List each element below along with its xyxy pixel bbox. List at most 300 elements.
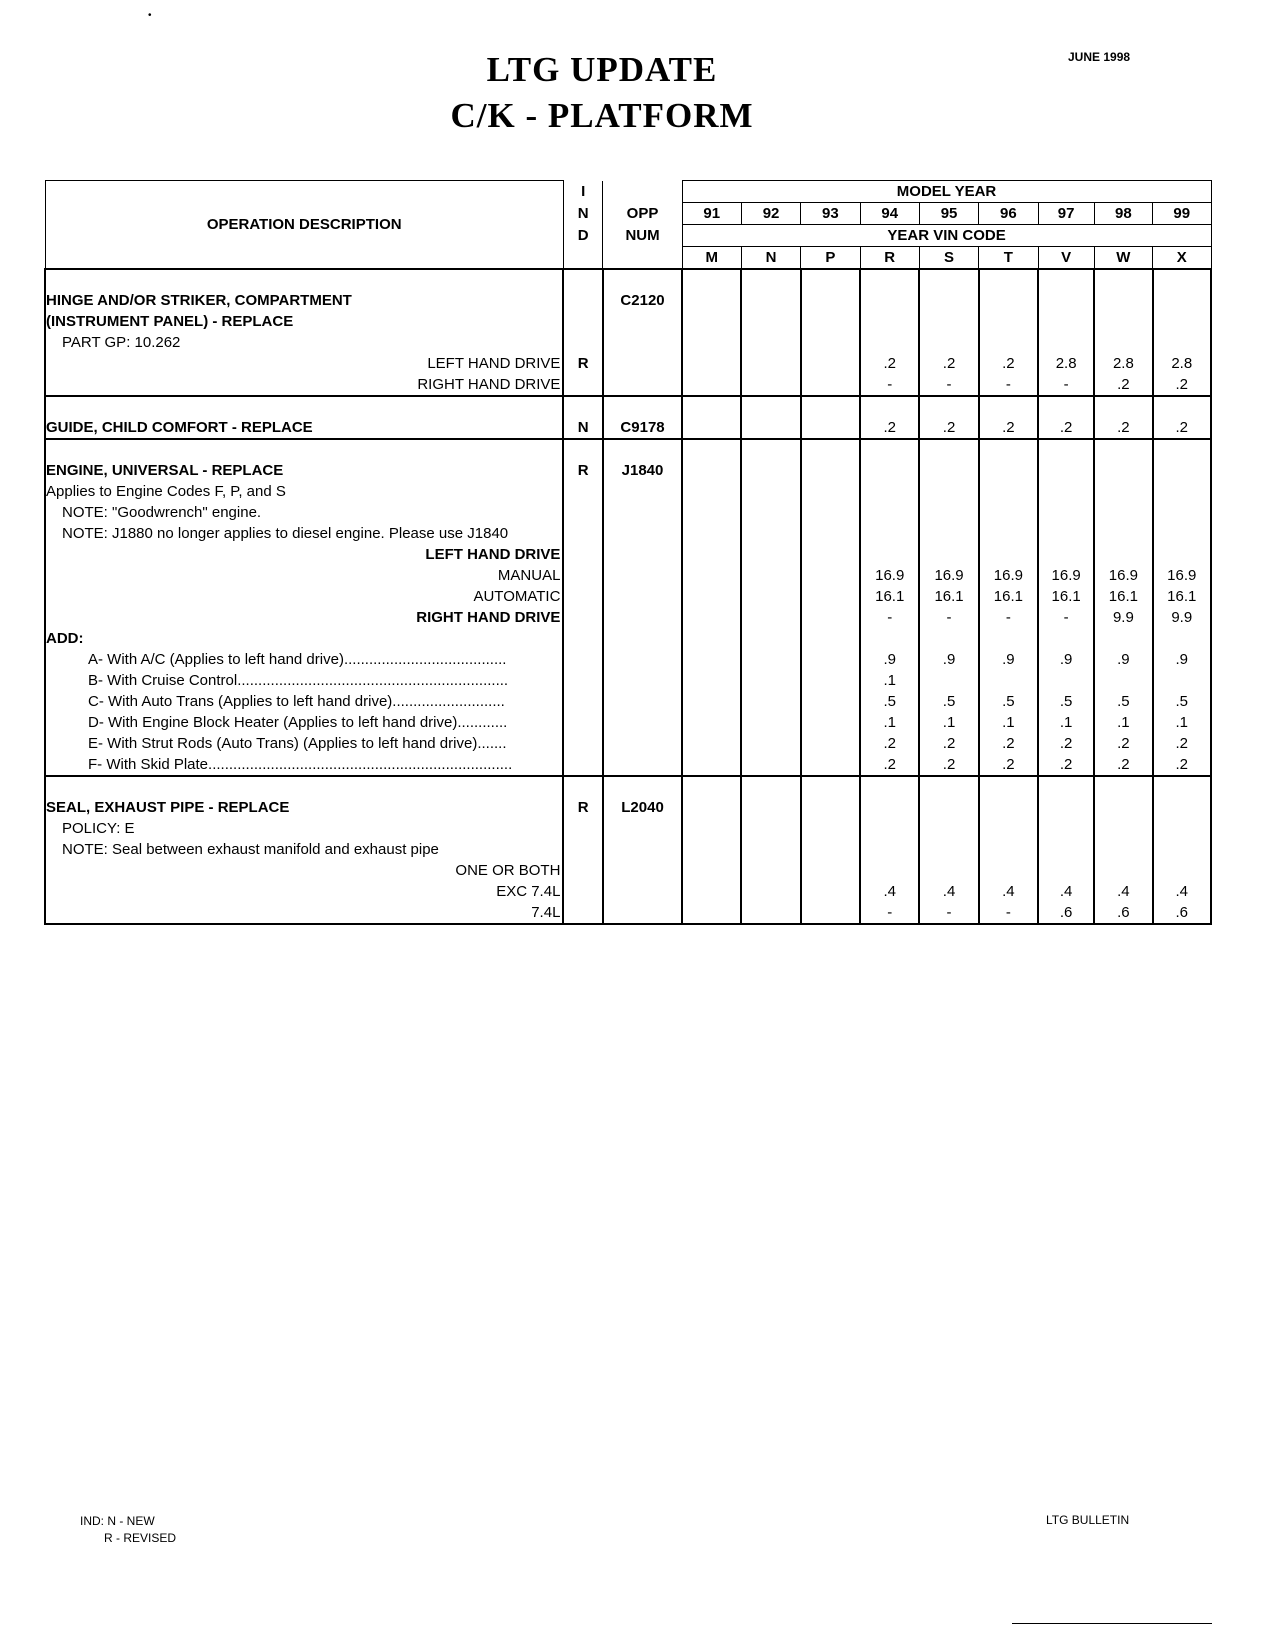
labor-time-value — [802, 670, 859, 691]
labor-time-value — [683, 670, 740, 691]
labor-time-value — [1039, 460, 1093, 481]
labor-time-value — [802, 628, 859, 649]
labor-time-value — [683, 374, 740, 395]
labor-time-value — [980, 523, 1037, 544]
labor-time-value: .4 — [1117, 883, 1130, 900]
description-line: RIGHT HAND DRIVE — [416, 609, 561, 626]
ind-legend-revised: R - REVISED — [104, 1531, 177, 1545]
labor-time-value — [1154, 860, 1210, 881]
labor-time-cell — [1038, 439, 1094, 776]
labor-time-value: 16.9 — [1108, 567, 1138, 584]
year-97: 97 — [1038, 203, 1094, 225]
labor-time-value: .6 — [1175, 904, 1189, 921]
labor-time-value — [683, 332, 740, 353]
opp-num-cell — [603, 439, 682, 776]
table-row — [45, 396, 1211, 439]
labor-time-value: .2 — [883, 756, 896, 773]
labor-time-value — [861, 544, 918, 565]
labor-time-value — [1039, 797, 1093, 818]
labor-time-value — [980, 290, 1037, 311]
labor-time-value — [920, 460, 977, 481]
labor-time-cell — [801, 396, 860, 439]
labor-time-value: .5 — [1059, 693, 1073, 710]
labor-time-value — [920, 481, 977, 502]
labor-time-value — [1039, 628, 1093, 649]
labor-time-value: .2 — [883, 419, 896, 436]
ind-cell — [563, 396, 603, 439]
labor-time-value: 9.9 — [1171, 609, 1193, 626]
labor-time-value — [920, 628, 977, 649]
labor-time-value — [1095, 818, 1151, 839]
labor-time-cell — [860, 396, 919, 439]
labor-time-value — [1154, 460, 1210, 481]
labor-time-cell — [1153, 269, 1211, 396]
labor-time-value — [1095, 481, 1151, 502]
col-ind-2: N — [563, 203, 603, 225]
labor-time-value: 16.1 — [1051, 588, 1081, 605]
labor-time-value: - — [1063, 609, 1069, 626]
labor-time-value: .6 — [1059, 904, 1073, 921]
labor-time-value — [920, 860, 977, 881]
page-title-line2: C/K - PLATFORM — [450, 96, 754, 135]
labor-time-value — [742, 353, 799, 374]
labor-time-value — [1095, 670, 1151, 691]
labor-time-value: .2 — [942, 419, 956, 436]
labor-time-value: .9 — [942, 651, 956, 668]
labor-time-value: .2 — [1059, 419, 1073, 436]
description-line: NOTE: J1880 no longer applies to diesel engine. Please use J1840 — [62, 525, 509, 542]
labor-time-value — [742, 818, 799, 839]
labor-time-value — [980, 311, 1037, 332]
labor-time-value — [802, 565, 859, 586]
labor-time-value — [920, 290, 977, 311]
ind-legend — [80, 1513, 176, 1547]
labor-time-value: .2 — [1002, 355, 1015, 372]
labor-time-value — [1154, 839, 1210, 860]
vin-x: X — [1153, 247, 1211, 270]
description-line: POLICY: E — [62, 820, 135, 837]
labor-time-value — [861, 502, 918, 523]
labor-time-value — [683, 353, 740, 374]
ind-value: R — [577, 799, 589, 816]
labor-time-value: .5 — [1117, 693, 1130, 710]
labor-time-value — [742, 481, 799, 502]
labor-time-cell — [919, 776, 978, 924]
vin-p: P — [801, 247, 860, 270]
labor-time-value: .2 — [1117, 376, 1130, 393]
col-ind-blank — [563, 247, 603, 270]
ind-cell — [563, 269, 603, 396]
page-title-line1: LTG UPDATE — [486, 50, 718, 89]
labor-time-value — [1095, 460, 1151, 481]
vin-w: W — [1094, 247, 1152, 270]
description-line: NOTE: "Goodwrench" engine. — [62, 504, 262, 521]
labor-time-value — [802, 860, 859, 881]
ind-value — [564, 607, 602, 628]
labor-time-value — [802, 586, 859, 607]
labor-time-value — [861, 311, 918, 332]
ind-value — [564, 881, 602, 902]
vin-r: R — [860, 247, 919, 270]
labor-time-value — [802, 839, 859, 860]
table-row — [45, 269, 1211, 396]
labor-time-value — [683, 797, 740, 818]
opp-num-cell — [603, 776, 682, 924]
operation-description-cell — [45, 269, 563, 396]
labor-time-value — [1154, 818, 1210, 839]
labor-time-value: .9 — [1117, 651, 1130, 668]
labor-time-value — [742, 607, 799, 628]
labor-time-value: .1 — [1002, 714, 1015, 731]
labor-time-value — [1154, 670, 1210, 691]
labor-time-value — [1039, 332, 1093, 353]
labor-time-cell — [1153, 396, 1211, 439]
labor-time-value: .1 — [942, 714, 956, 731]
labor-time-value: .1 — [883, 714, 896, 731]
labor-time-value — [802, 374, 859, 395]
labor-time-value — [742, 311, 799, 332]
labor-time-value — [1039, 860, 1093, 881]
labor-time-value: 16.1 — [934, 588, 964, 605]
labor-time-value — [920, 523, 977, 544]
labor-time-cell — [741, 396, 800, 439]
labor-time-value — [861, 818, 918, 839]
opp-num-cell — [603, 396, 682, 439]
labor-time-value — [802, 523, 859, 544]
table-row — [45, 439, 1211, 776]
ind-value — [564, 649, 602, 670]
labor-time-value — [1095, 544, 1151, 565]
labor-time-value — [1154, 523, 1210, 544]
labor-time-value: .4 — [883, 883, 896, 900]
labor-time-value — [683, 818, 740, 839]
operation-description-cell — [45, 776, 563, 924]
labor-time-value — [980, 628, 1037, 649]
labor-time-value: .2 — [1175, 735, 1189, 752]
labor-time-value: .5 — [1002, 693, 1015, 710]
labor-time-value — [980, 670, 1037, 691]
col-opp-blank — [603, 181, 682, 203]
labor-time-cell — [801, 776, 860, 924]
labor-time-value — [861, 523, 918, 544]
ind-value: N — [577, 419, 589, 436]
ind-value — [564, 818, 602, 839]
labor-time-value — [802, 649, 859, 670]
col-operation-description: OPERATION DESCRIPTION — [45, 181, 563, 270]
labor-time-value — [1095, 839, 1151, 860]
labor-time-value — [802, 481, 859, 502]
opp-num-value: C2120 — [620, 292, 665, 309]
labor-time-value: - — [1005, 904, 1011, 921]
ind-value — [564, 332, 602, 353]
opp-num-value — [604, 818, 681, 839]
labor-time-value — [683, 607, 740, 628]
labor-time-value — [742, 544, 799, 565]
description-line: Applies to Engine Codes F, P, and S — [46, 483, 286, 500]
description-line: C- With Auto Trans (Applies to left hand drive)........................... — [88, 693, 505, 710]
labor-time-value — [683, 565, 740, 586]
labor-time-value — [683, 691, 740, 712]
labor-time-value — [920, 544, 977, 565]
labor-time-cell — [919, 269, 978, 396]
ind-value — [564, 290, 602, 311]
labor-time-value — [802, 733, 859, 754]
labor-time-value — [1095, 797, 1151, 818]
labor-time-value: .2 — [942, 355, 956, 372]
labor-time-value: .2 — [942, 735, 956, 752]
labor-time-value: .4 — [1002, 883, 1015, 900]
labor-time-value: .1 — [1175, 714, 1189, 731]
description-line: E- With Strut Rods (Auto Trans) (Applies to left hand drive)....... — [88, 735, 507, 752]
labor-time-cell — [1094, 396, 1152, 439]
labor-time-value — [1095, 502, 1151, 523]
opp-num-value — [604, 502, 681, 523]
col-opp-blank2 — [603, 247, 682, 270]
labor-time-value — [1039, 839, 1093, 860]
labor-time-cell — [1153, 439, 1211, 776]
bulletin-label: LTG BULLETIN — [1046, 1513, 1130, 1527]
labor-time-value — [683, 628, 740, 649]
labor-time-value: .9 — [1002, 651, 1015, 668]
labor-time-value: - — [887, 376, 893, 393]
labor-time-value — [683, 839, 740, 860]
labor-time-value — [1154, 332, 1210, 353]
description-line: B- With Cruise Control................................................................. — [88, 672, 509, 689]
labor-time-value — [802, 818, 859, 839]
labor-time-value — [802, 881, 859, 902]
labor-time-value — [742, 374, 799, 395]
labor-time-value: 16.9 — [934, 567, 964, 584]
ind-cell — [563, 439, 603, 776]
labor-time-value — [802, 691, 859, 712]
year-99: 99 — [1153, 203, 1211, 225]
opp-num-value — [604, 353, 681, 374]
description-line: MANUAL — [497, 567, 561, 584]
labor-time-value — [742, 586, 799, 607]
labor-time-value: .2 — [1059, 756, 1073, 773]
labor-time-value — [802, 417, 859, 438]
labor-time-cell — [919, 396, 978, 439]
labor-time-value — [683, 502, 740, 523]
opp-num-cell — [603, 269, 682, 396]
labor-time-value — [742, 332, 799, 353]
labor-time-value — [742, 839, 799, 860]
labor-time-value: .5 — [1175, 693, 1189, 710]
ind-legend-new: IND: N - NEW — [80, 1514, 155, 1528]
labor-time-value — [1154, 481, 1210, 502]
opp-num-value — [604, 481, 681, 502]
labor-time-value — [1095, 860, 1151, 881]
labor-time-cell — [682, 269, 741, 396]
labor-time-value — [742, 902, 799, 923]
labor-time-cell — [801, 269, 860, 396]
labor-time-cell — [1038, 776, 1094, 924]
labor-time-value: .5 — [883, 693, 896, 710]
labor-time-value: .2 — [1117, 756, 1130, 773]
labor-time-value: .2 — [1117, 735, 1130, 752]
ind-value — [564, 839, 602, 860]
opp-num-value — [604, 733, 681, 754]
bottom-rule — [1012, 1623, 1212, 1624]
opp-num-value — [604, 649, 681, 670]
ind-value — [564, 586, 602, 607]
labor-time-value — [742, 290, 799, 311]
scan-speck: • — [148, 10, 152, 21]
ind-value — [564, 754, 602, 775]
labor-time-value: 2.8 — [1171, 355, 1193, 372]
ind-value — [564, 691, 602, 712]
labor-time-value: .2 — [1175, 376, 1189, 393]
labor-time-cell — [741, 269, 800, 396]
labor-time-value: 16.9 — [993, 567, 1023, 584]
ind-value — [564, 733, 602, 754]
labor-time-value — [920, 502, 977, 523]
labor-time-value — [683, 649, 740, 670]
opp-num-value — [604, 628, 681, 649]
labor-time-value — [1039, 818, 1093, 839]
col-opp-1: OPP — [603, 203, 682, 225]
labor-time-cell — [1094, 776, 1152, 924]
description-line: A- With A/C (Applies to left hand drive)....................................... — [88, 651, 507, 668]
labor-time-value — [683, 481, 740, 502]
labor-time-value: .2 — [1002, 735, 1015, 752]
labor-time-cell — [1038, 269, 1094, 396]
ind-value: R — [577, 462, 589, 479]
labor-time-value: 16.1 — [875, 588, 905, 605]
labor-time-value — [802, 332, 859, 353]
year-92: 92 — [741, 203, 800, 225]
opp-num-value — [604, 691, 681, 712]
labor-time-value — [742, 565, 799, 586]
ind-value — [564, 860, 602, 881]
labor-time-value: .2 — [883, 735, 896, 752]
year-91: 91 — [682, 203, 741, 225]
labor-time-value — [742, 417, 799, 438]
opp-num-value — [604, 670, 681, 691]
opp-num-value — [604, 332, 681, 353]
opp-num-value: J1840 — [621, 462, 664, 479]
labor-time-value — [802, 607, 859, 628]
labor-time-value: .4 — [1175, 883, 1189, 900]
labor-time-cell — [860, 439, 919, 776]
labor-time-value — [861, 839, 918, 860]
description-line: HINGE AND/OR STRIKER, COMPARTMENT — [46, 292, 352, 309]
ind-value — [564, 311, 602, 332]
ind-cell — [563, 776, 603, 924]
opp-num-value — [604, 712, 681, 733]
labor-time-value: .2 — [1117, 419, 1130, 436]
opp-num-value — [604, 544, 681, 565]
labor-time-value — [742, 733, 799, 754]
labor-time-value — [802, 290, 859, 311]
vin-t: T — [979, 247, 1038, 270]
labor-time-value — [1095, 290, 1151, 311]
labor-time-cell — [682, 439, 741, 776]
description-line: F- With Skid Plate......................................................................... — [88, 756, 513, 773]
description-line: SEAL, EXHAUST PIPE - REPLACE — [46, 799, 290, 816]
labor-time-table — [44, 180, 1212, 925]
labor-time-value — [802, 311, 859, 332]
labor-time-value — [980, 818, 1037, 839]
labor-time-value — [861, 797, 918, 818]
ind-value — [564, 481, 602, 502]
labor-time-value — [1039, 502, 1093, 523]
labor-time-value: .2 — [1175, 756, 1189, 773]
labor-time-cell — [1094, 439, 1152, 776]
labor-time-value: .4 — [942, 883, 956, 900]
vin-code-label: YEAR VIN CODE — [682, 225, 1211, 247]
table-body — [45, 269, 1211, 924]
labor-time-value: .5 — [942, 693, 956, 710]
opp-num-value: L2040 — [621, 799, 664, 816]
labor-time-value — [980, 460, 1037, 481]
labor-time-value: - — [1005, 609, 1011, 626]
labor-time-cell — [801, 439, 860, 776]
year-96: 96 — [979, 203, 1038, 225]
labor-time-value — [920, 332, 977, 353]
opp-num-value — [604, 565, 681, 586]
labor-time-value — [742, 649, 799, 670]
year-95: 95 — [919, 203, 978, 225]
labor-time-value — [802, 797, 859, 818]
ind-value — [564, 628, 602, 649]
labor-time-value — [861, 860, 918, 881]
year-94: 94 — [860, 203, 919, 225]
labor-time-value — [980, 502, 1037, 523]
vin-m: M — [682, 247, 741, 270]
labor-time-value — [1154, 797, 1210, 818]
labor-time-cell — [741, 439, 800, 776]
labor-time-value: .2 — [1175, 419, 1189, 436]
opp-num-value — [604, 881, 681, 902]
labor-time-value — [742, 860, 799, 881]
description-line: (INSTRUMENT PANEL) - REPLACE — [46, 313, 294, 330]
description-line: 7.4L — [531, 904, 561, 921]
labor-time-value: .4 — [1059, 883, 1073, 900]
labor-time-value — [683, 881, 740, 902]
labor-time-value — [683, 311, 740, 332]
description-line: GUIDE, CHILD COMFORT - REPLACE — [46, 419, 313, 436]
labor-time-value — [861, 628, 918, 649]
labor-time-value — [1154, 544, 1210, 565]
ind-value — [564, 502, 602, 523]
issue-date: JUNE 1998 — [1068, 50, 1131, 64]
labor-time-cell — [919, 439, 978, 776]
opp-num-value: C9178 — [620, 419, 665, 436]
description-line: ADD: — [46, 630, 84, 647]
opp-num-value — [604, 754, 681, 775]
labor-time-value — [802, 712, 859, 733]
labor-time-value — [861, 290, 918, 311]
labor-time-cell — [682, 776, 741, 924]
description-line: ONE OR BOTH — [455, 862, 561, 879]
opp-num-value — [604, 839, 681, 860]
labor-time-value — [920, 797, 977, 818]
labor-time-cell — [979, 776, 1038, 924]
operation-description-cell — [45, 396, 563, 439]
description-line: LEFT HAND DRIVE — [427, 355, 561, 372]
col-ind-1: I — [563, 181, 603, 203]
vin-v: V — [1038, 247, 1094, 270]
col-ind-3: D — [563, 225, 603, 247]
labor-time-value — [802, 902, 859, 923]
labor-time-value — [1039, 311, 1093, 332]
labor-time-value — [742, 712, 799, 733]
description-line: PART GP: 10.262 — [62, 334, 181, 351]
ind-value — [564, 565, 602, 586]
vin-s: S — [919, 247, 978, 270]
ind-value — [564, 374, 602, 395]
